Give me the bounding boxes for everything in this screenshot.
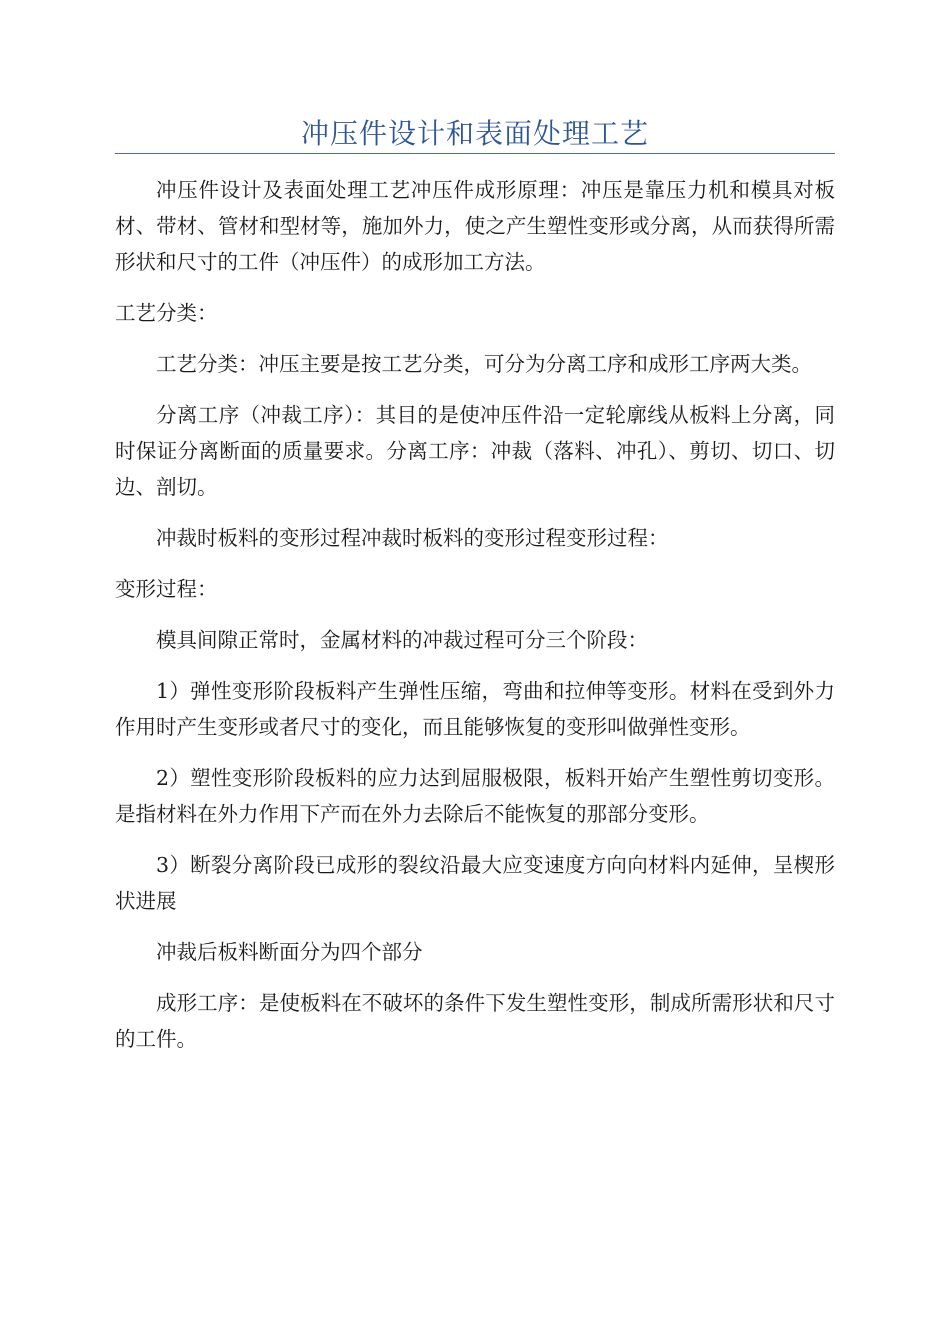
document-title: 冲压件设计和表面处理工艺 [300, 117, 649, 150]
section-heading: 变形过程： [115, 577, 218, 601]
paragraph: 冲裁时板料的变形过程冲裁时板料的变形过程变形过程： [156, 526, 669, 550]
paragraph: 工艺分类：冲压主要是按工艺分类，可分为分离工序和成形工序两大类。 [156, 352, 812, 376]
title-underline [115, 153, 835, 154]
paragraph: 冲裁后板料断面分为四个部分 [156, 940, 423, 964]
paragraph: 模具间隙正常时，金属材料的冲裁过程可分三个阶段： [156, 628, 648, 652]
document-body [115, 172, 835, 1072]
paragraph: 分离工序（冲裁工序）：其目的是使冲压件沿一定轮廓线从板料上分离，同时保证分离断面的质量要求。分离工序：冲裁（落料、冲孔）、剪切、切口、切边、剖切。 [115, 403, 835, 499]
paragraph: 成形工序：是使板料在不破坏的条件下发生塑性变形，制成所需形状和尺寸的工件。 [115, 991, 835, 1051]
section-heading: 工艺分类： [115, 301, 218, 325]
list-item: 2）塑性变形阶段板料的应力达到屈服极限，板料开始产生塑性剪切变形。是指材料在外力作用下产而在外力去除后不能恢复的那部分变形。 [115, 766, 835, 826]
list-item: 1）弹性变形阶段板料产生弹性压缩，弯曲和拉伸等变形。材料在受到外力作用时产生变形或者尺寸的变化，而且能够恢复的变形叫做弹性变形。 [115, 679, 835, 739]
list-item: 3）断裂分离阶段已成形的裂纹沿最大应变速度方向向材料内延伸，呈楔形状进展 [115, 853, 835, 913]
paragraph: 冲压件设计及表面处理工艺冲压件成形原理：冲压是靠压力机和模具对板材、带材、管材和型材等，施加外力，使之产生塑性变形或分离，从而获得所需形状和尺寸的工件（冲压件）的成形加工方法。 [115, 178, 835, 274]
